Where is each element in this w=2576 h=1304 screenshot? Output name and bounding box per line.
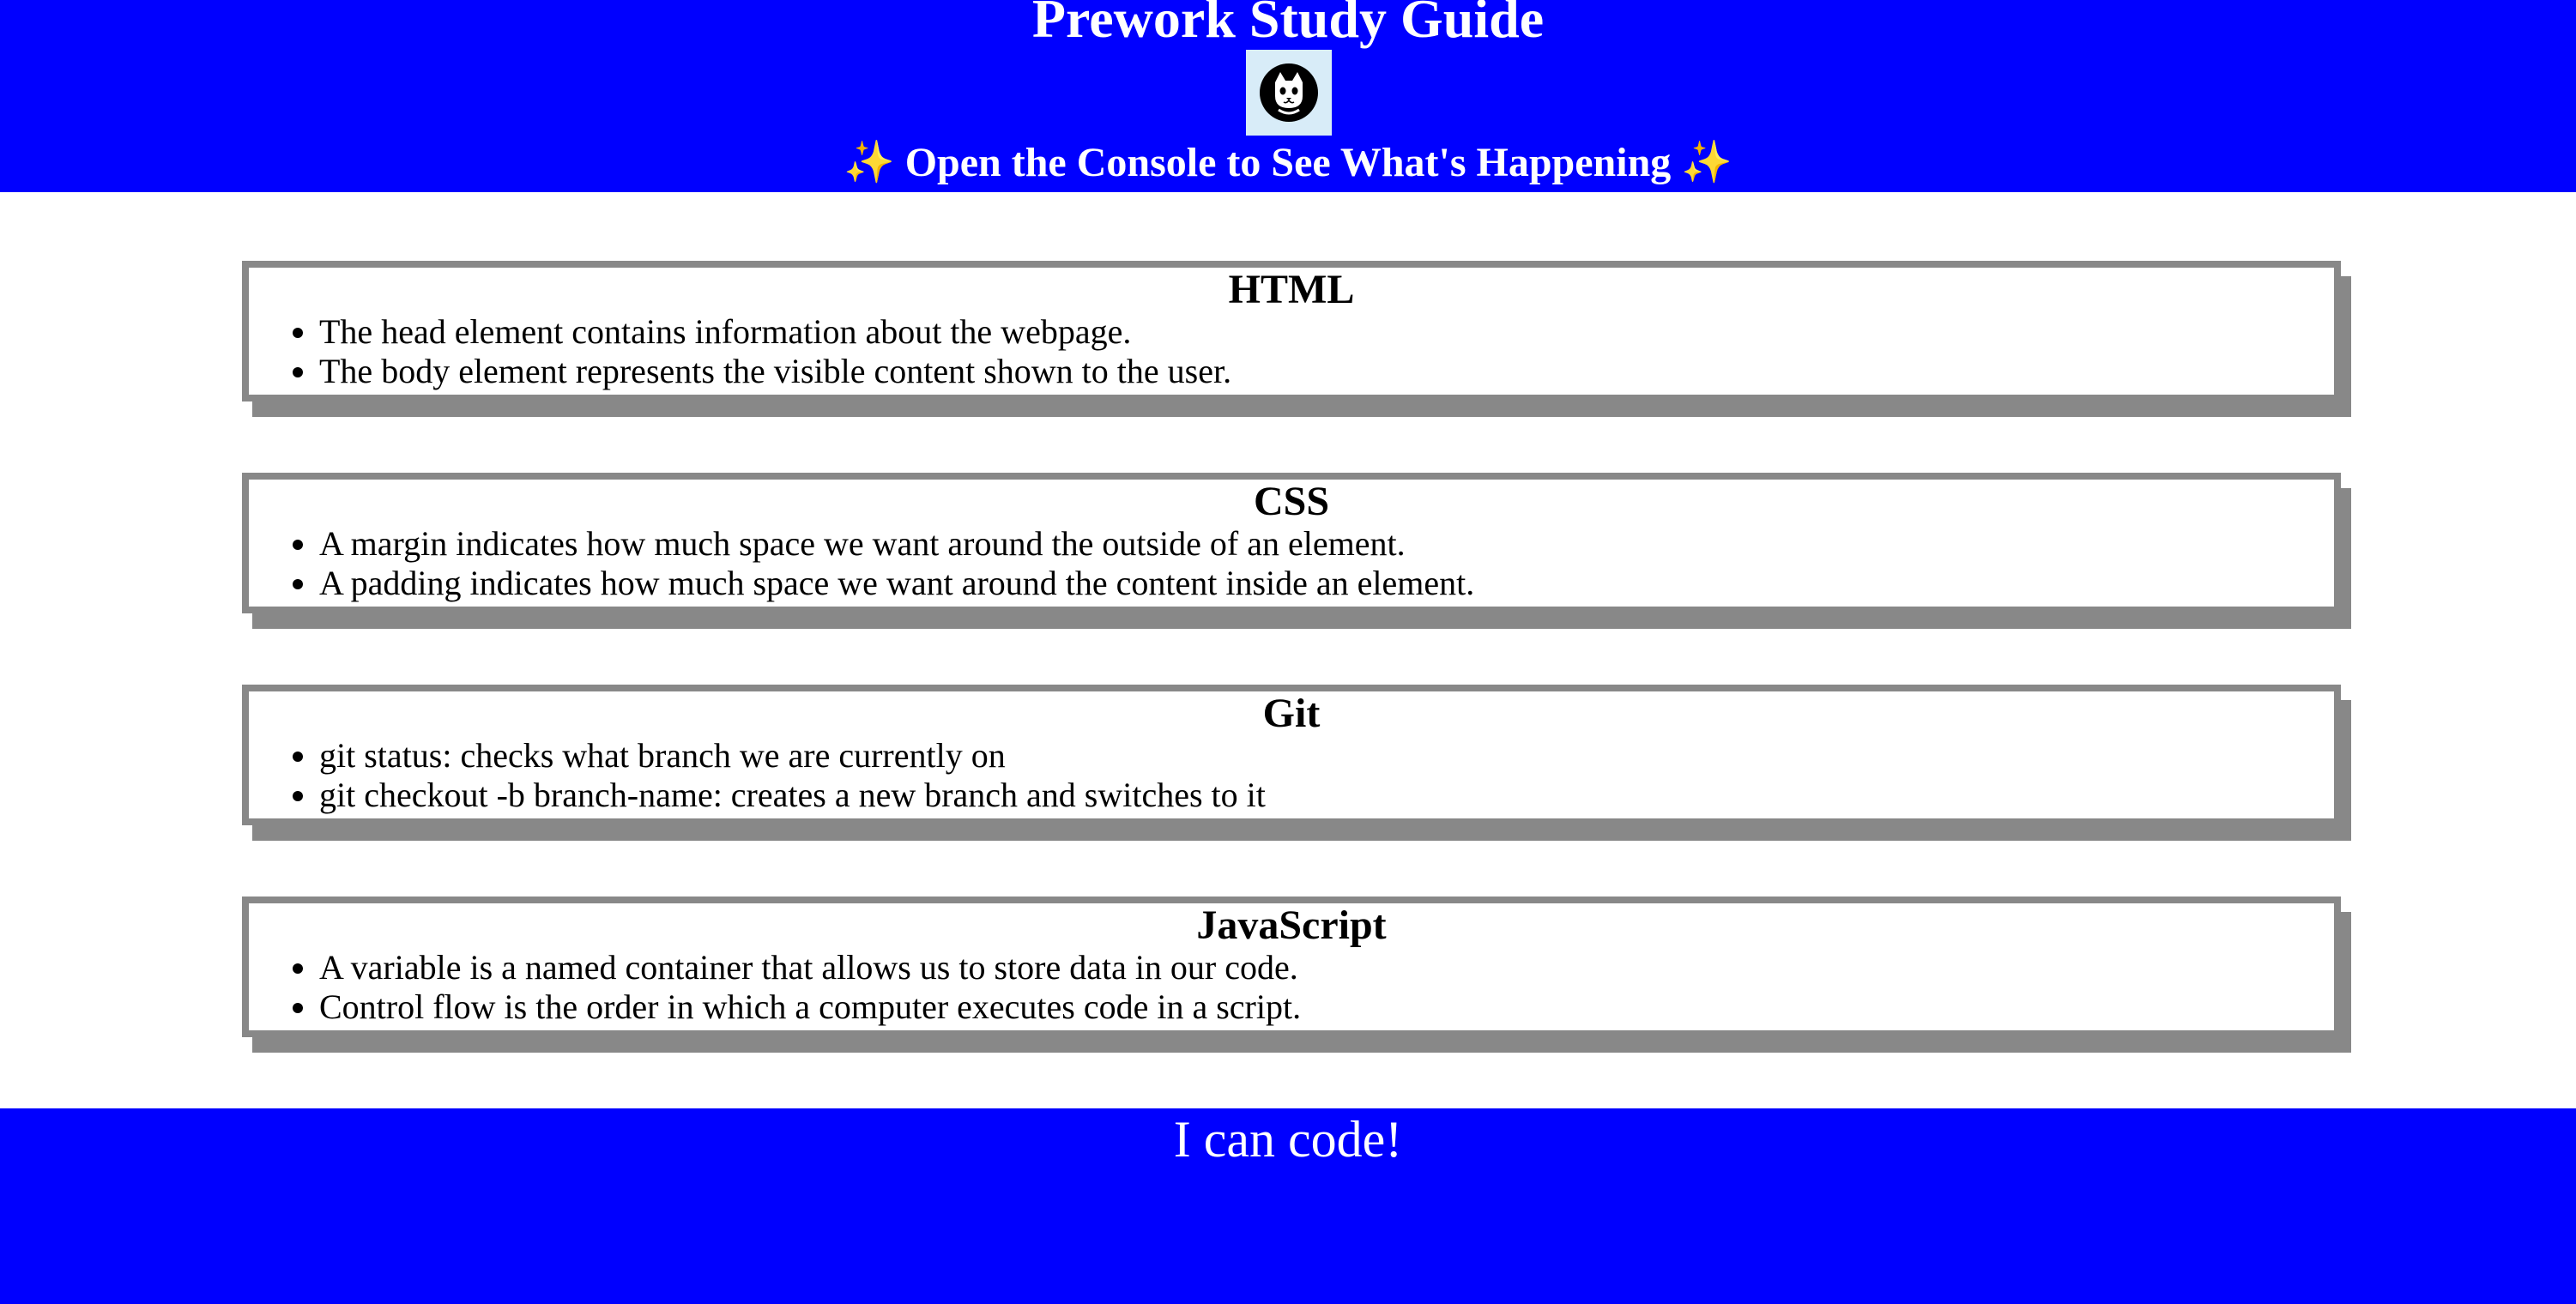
footer-tagline: I can code! <box>1173 1111 1403 1168</box>
subtitle-text: Open the Console to See What's Happening <box>904 140 1672 185</box>
section-heading: Git <box>1262 691 1321 736</box>
page-title: Prework Study Guide <box>1031 0 1545 49</box>
list-item: • git status: checks what branch we are currently on <box>319 736 2334 776</box>
section-heading: JavaScript <box>1196 903 1387 948</box>
section-list <box>249 312 2334 391</box>
list-item: • git checkout -b branch-name: creates a new branch and switches to it <box>319 776 2334 815</box>
page-subtitle <box>0 137 2576 189</box>
list-item: • A margin indicates how much space we want around the outside of an element. <box>319 524 2334 564</box>
list-item: • The head element contains information about the webpage. <box>319 312 2334 352</box>
section-git <box>242 685 2341 825</box>
section-list <box>249 524 2334 603</box>
section-heading: CSS <box>1253 479 1330 524</box>
cat-avatar-icon <box>1258 62 1320 124</box>
list-item: • The body element represents the visible content shown to the user. <box>319 352 2334 391</box>
section-list <box>249 736 2334 815</box>
section-html <box>242 261 2341 401</box>
list-item: • Control flow is the order in which a computer executes code in a script. <box>319 987 2334 1027</box>
list-item: • A variable is a named container that allows us to store data in our code. <box>319 948 2334 987</box>
page-footer <box>0 1108 2576 1304</box>
page-header <box>0 0 2576 192</box>
section-heading: HTML <box>1228 267 1355 312</box>
sparkle-icon: ✨ <box>1681 140 1733 185</box>
list-item: • A padding indicates how much space we want around the content inside an element. <box>319 564 2334 603</box>
section-css <box>242 473 2341 613</box>
section-list <box>249 948 2334 1027</box>
avatar <box>1246 50 1332 136</box>
sparkle-icon: ✨ <box>843 140 895 185</box>
section-javascript <box>242 896 2341 1037</box>
